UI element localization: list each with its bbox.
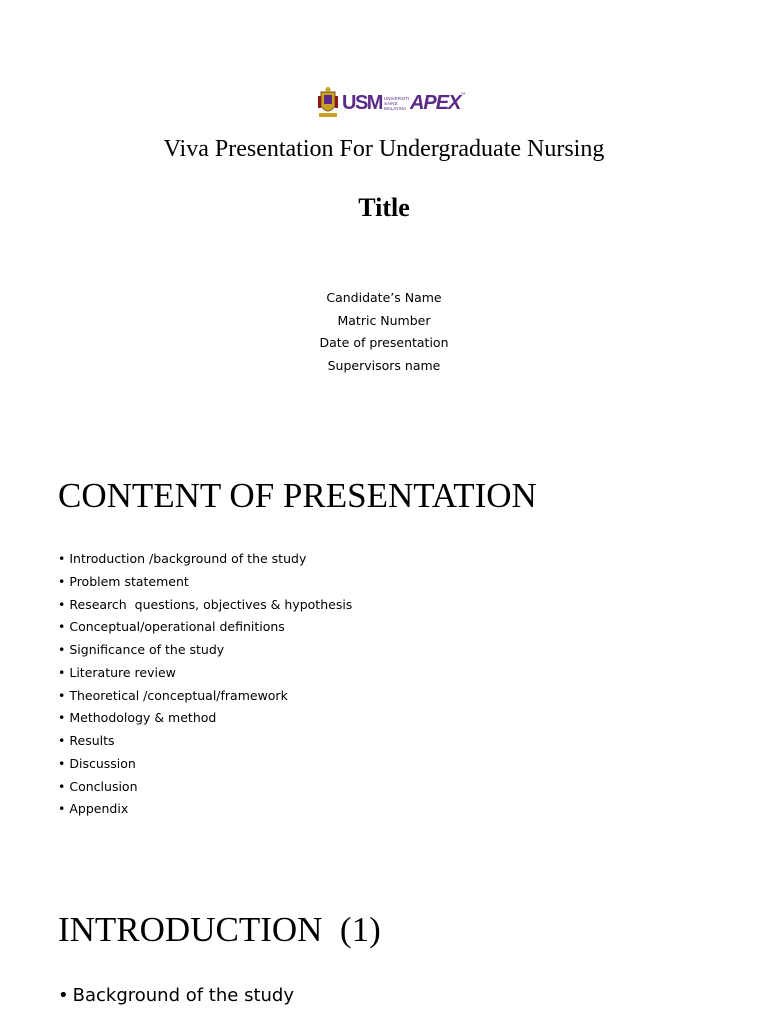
apex-trademark: ™ <box>460 92 466 98</box>
list-item: • Introduction /background of the study <box>58 551 307 566</box>
matric-number: Matric Number <box>337 312 431 328</box>
list-item: • Theoretical /conceptual/framework <box>58 687 288 703</box>
presentation-date: Date of presentation <box>319 335 449 351</box>
bullet-icon: • <box>58 710 66 726</box>
list-item: • Problem statement <box>58 573 189 589</box>
bullet-icon: • <box>58 755 66 771</box>
candidate-details <box>0 287 768 378</box>
presentation-title: Title <box>358 193 410 222</box>
bullet-icon: • <box>58 551 66 566</box>
bullet-icon: • <box>58 687 66 703</box>
list-item: • Significance of the study <box>58 642 225 657</box>
title-slide <box>0 0 768 440</box>
list-item: • Research questions, objectives & hypothesis <box>58 596 353 612</box>
logo <box>318 84 465 122</box>
bullet-icon: • <box>58 573 66 589</box>
list-item: • Conceptual/operational definitions <box>58 619 285 635</box>
introduction-list <box>58 982 294 1010</box>
university-crest-icon <box>318 86 338 120</box>
usm-logo-subtext: UNIVERSITI SAINS MALAYSIA <box>383 95 410 111</box>
candidate-name: Candidate’s Name <box>326 290 442 305</box>
contents-heading: CONTENT OF PRESENTATION <box>58 476 537 515</box>
bullet-icon: • <box>58 801 66 817</box>
introduction-heading: INTRODUCTION (1) <box>58 910 381 949</box>
list-item: • Background of the study <box>58 985 294 1006</box>
list-item: • Discussion <box>58 755 136 771</box>
apex-logo-text: APEX <box>409 91 461 114</box>
bullet-icon: • <box>58 985 69 1006</box>
bullet-icon: • <box>58 596 66 612</box>
list-item: • Appendix <box>58 801 129 817</box>
list-item: • Literature review <box>58 664 176 680</box>
list-item: • Conclusion <box>58 778 138 794</box>
list-item: • Results <box>58 733 115 748</box>
usm-logo-text: USM <box>342 91 382 114</box>
bullet-icon: • <box>58 778 66 794</box>
contents-list <box>58 548 352 821</box>
bullet-icon: • <box>58 642 66 657</box>
presentation-subtitle: Viva Presentation For Undergraduate Nursing <box>163 136 605 162</box>
list-item: • Methodology & method <box>58 710 217 726</box>
bullet-icon: • <box>58 733 66 748</box>
supervisor-name: Supervisors name <box>327 358 441 374</box>
bullet-icon: • <box>58 619 66 635</box>
bullet-icon: • <box>58 664 66 680</box>
